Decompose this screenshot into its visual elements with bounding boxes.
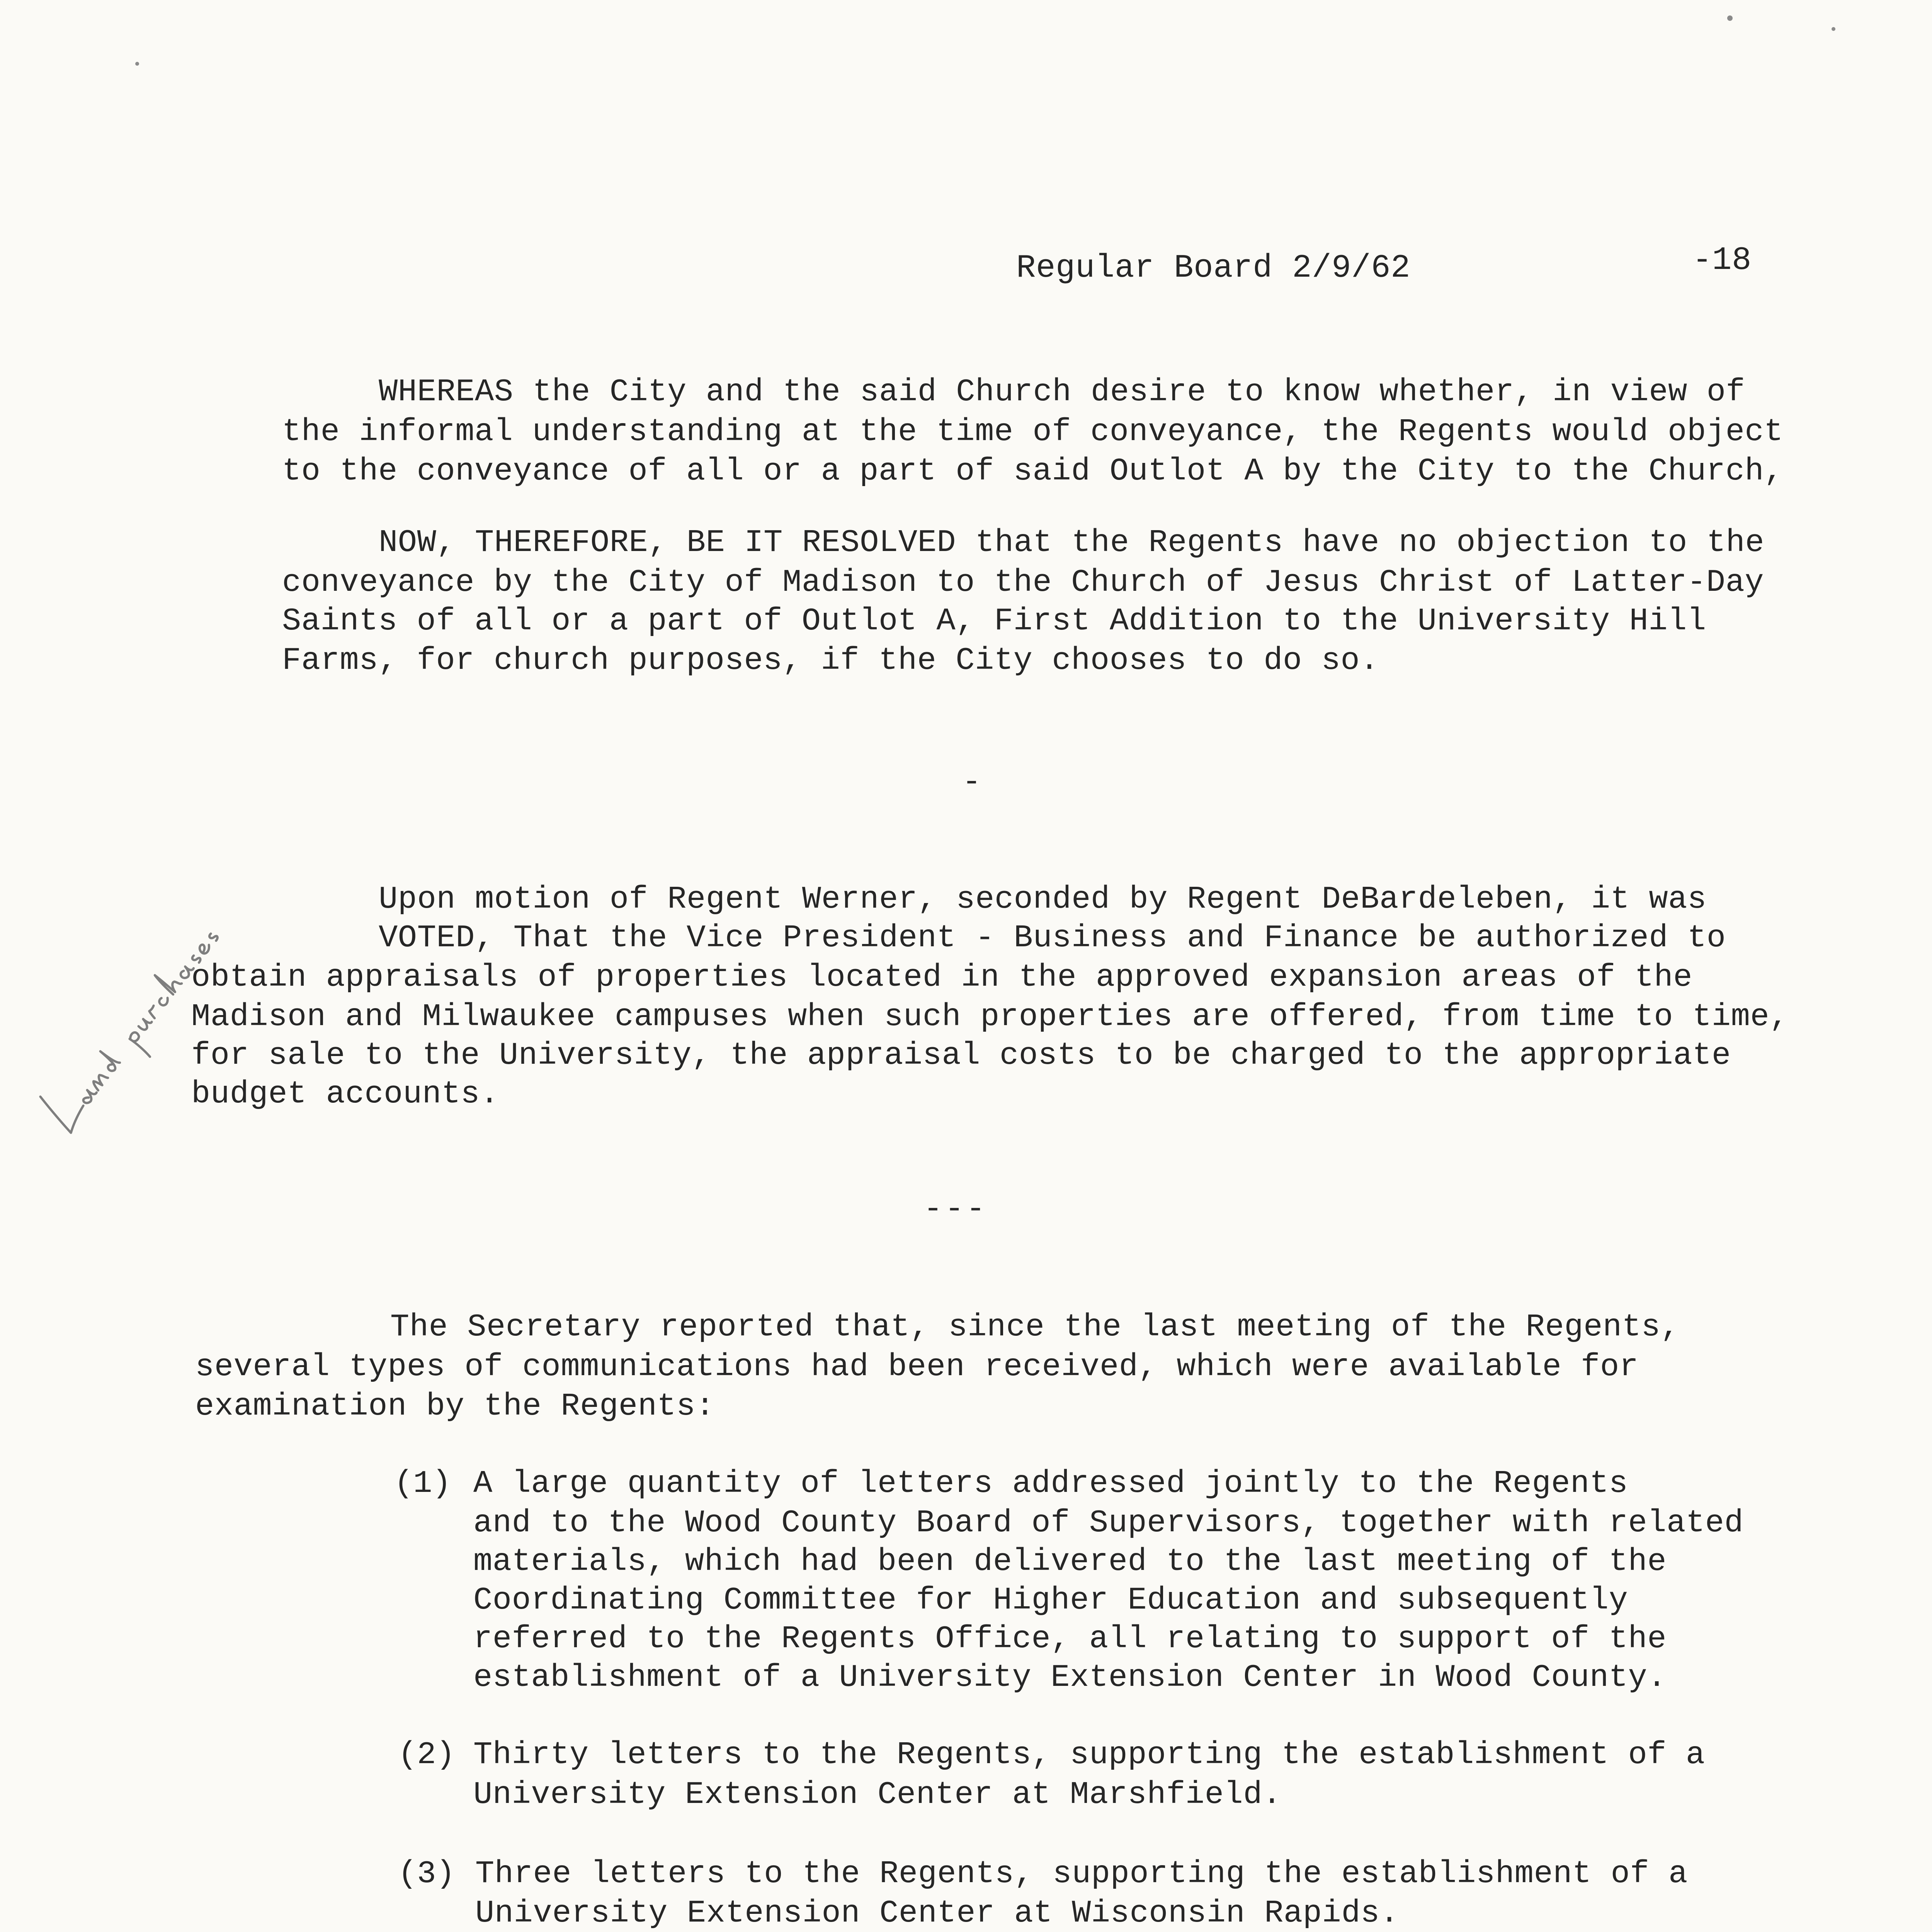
paragraph-line: Upon motion of Regent Werner, seconded by Regent DeBardeleben, it was [379, 881, 1707, 917]
paragraph-line: several types of communications had been received, which were available for [195, 1349, 1639, 1385]
paragraph-line: for sale to the University, the appraisal costs to be charged to the appropriate [191, 1037, 1731, 1073]
list-item-line: University Extension Center at Marshfield. [473, 1777, 1282, 1813]
page-header-title: Regular Board 2/9/62 [1016, 250, 1411, 287]
paragraph-line: to the conveyance of all or a part of said Outlot A by the City to the Church, [282, 453, 1784, 489]
list-item-line: University Extension Center at Wisconsin Rapids. [475, 1895, 1399, 1931]
paragraph-line: VOTED, That the Vice President - Business and Finance be authorized to [379, 920, 1726, 956]
paragraph-line: the informal understanding at the time of conveyance, the Regents would object [282, 414, 1784, 450]
list-item-line: Coordinating Committee for Higher Education and subsequently [473, 1582, 1628, 1618]
list-item-line: referred to the Regents Office, all relating to support of the [473, 1621, 1667, 1657]
list-item-line: and to the Wood County Board of Supervisors, together with related [473, 1505, 1744, 1541]
paragraph-line: The Secretary reported that, since the last meeting of the Regents, [390, 1309, 1680, 1345]
section-separator: - [962, 764, 984, 800]
paragraph-line: examination by the Regents: [195, 1388, 715, 1424]
scan-speck [135, 62, 139, 66]
list-item-line: Three letters to the Regents, supporting the establishment of a [475, 1856, 1688, 1892]
section-separator: --- [923, 1191, 988, 1227]
paragraph-line: budget accounts. [191, 1076, 499, 1112]
scan-speck [1832, 27, 1835, 31]
list-item-number: (3) [398, 1856, 455, 1892]
paragraph-line: Saints of all or a part of Outlot A, First Addition to the University Hill [282, 603, 1706, 639]
paragraph-line: WHEREAS the City and the said Church desire to know whether, in view of [379, 374, 1745, 410]
list-item-line: establishment of a University Extension Center in Wood County. [473, 1660, 1667, 1696]
page-number-top: -18 [1692, 242, 1752, 279]
list-item-number: (1) [394, 1466, 451, 1502]
list-item-line: A large quantity of letters addressed jointly to the Regents [473, 1466, 1628, 1502]
list-item-line: Thirty letters to the Regents, supporting the establishment of a [473, 1737, 1705, 1773]
list-item-line: materials, which had been delivered to the last meeting of the [473, 1544, 1667, 1580]
paragraph-line: NOW, THEREFORE, BE IT RESOLVED that the Regents have no objection to the [379, 525, 1765, 561]
paragraph-line: Farms, for church purposes, if the City chooses to do so. [282, 643, 1379, 679]
paragraph-line: conveyance by the City of Madison to the Church of Jesus Christ of Latter-Day [282, 565, 1764, 600]
list-item-number: (2) [398, 1737, 455, 1773]
paragraph-line: obtain appraisals of properties located in the approved expansion areas of the [191, 959, 1693, 995]
scan-speck [1727, 15, 1733, 21]
paragraph-line: Madison and Milwaukee campuses when such properties are offered, from time to time, [191, 999, 1789, 1035]
